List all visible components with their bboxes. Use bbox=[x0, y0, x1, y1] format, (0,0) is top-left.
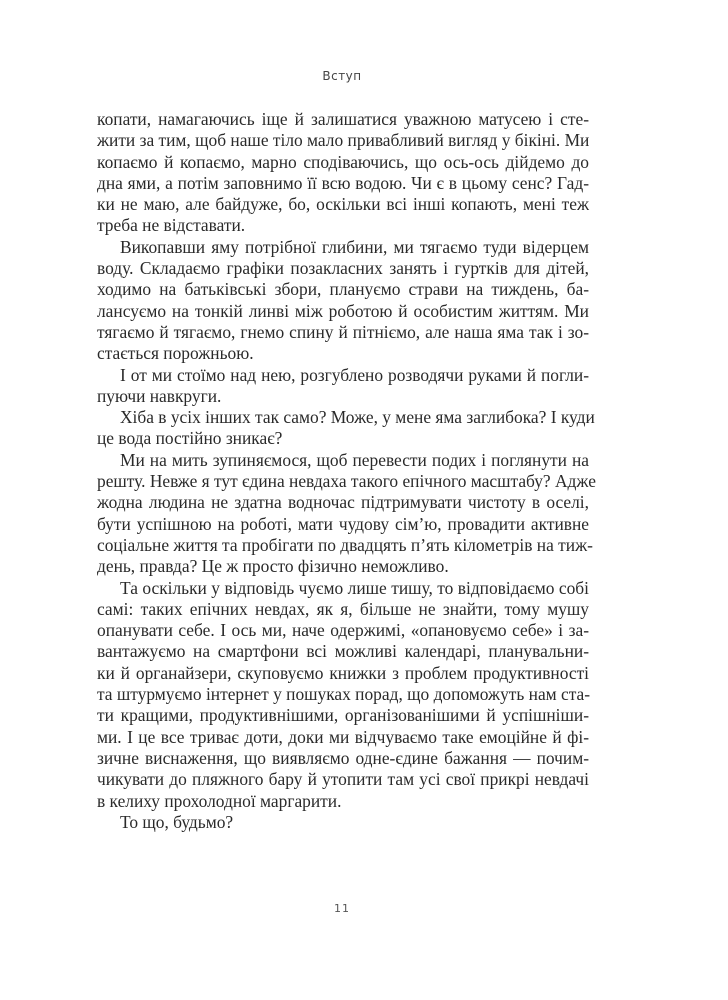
text-line: тягаємо й тягаємо, гнемо спину й пітніємо, але наша яма так і зо- bbox=[97, 321, 589, 342]
text-line: копати, намагаючись іще й залишатися уважною матусею і сте- bbox=[97, 109, 589, 129]
text-line: самі: таких епічних невдах, як я, більше не знайти, тому мушу bbox=[97, 598, 589, 619]
text-line: дна ями, а потім заповнимо її всю водою. Чи є в цьому сенс? Гад- bbox=[97, 172, 589, 193]
text-line: копаємо й копаємо, марно сподіваючись, що ось-ось дійдемо до bbox=[97, 151, 589, 172]
text-line: в келиху прохолодної маргарити. bbox=[97, 790, 342, 811]
text-line: бути успішною на роботі, мати чудову сім’ю, провадити активне bbox=[97, 513, 589, 534]
text-line: воду. Складаємо графіки позакласних занять і гуртків для дітей, bbox=[97, 258, 589, 279]
text-line: Та оскільки у відповідь чуємо лише тишу, то відповідаємо собі bbox=[120, 577, 589, 598]
text-line: лансуємо на тонкій линві між роботою й особистим життям. Ми bbox=[97, 300, 589, 321]
page-number: 11 bbox=[334, 902, 350, 915]
text-line: решту. Невже я тут єдина невдаха такого епічного масштабу? Адже bbox=[97, 471, 596, 492]
text-line: пуючи навкруги. bbox=[97, 385, 222, 406]
text-line: І от ми стоїмо над нею, розгублено розводячи руками й погли- bbox=[120, 364, 589, 385]
text-line: То що, будьмо? bbox=[120, 811, 234, 832]
text-line: ки не маю, але байдуже, бо, оскільки всі інші копають, мені теж bbox=[97, 194, 589, 215]
text-line: Викопавши яму потрібної глибини, ми тягаємо туди відерцем bbox=[120, 236, 589, 257]
text-line: це вода постійно зникає? bbox=[97, 428, 283, 449]
text-line: жити за тим, щоб наше тіло мало привабливий вигляд у бікіні. Ми bbox=[97, 130, 590, 151]
text-line: ми. І це все триває доти, доки ми відчуваємо таке емоційне й фі- bbox=[97, 726, 589, 747]
text-line: стається порожньою. bbox=[97, 343, 254, 364]
text-line: вантажуємо на смартфони всі можливі календарі, планувальни- bbox=[97, 641, 589, 662]
text-line: зичне виснаження, що виявляємо одне-єдине бажання — почим- bbox=[97, 747, 589, 768]
text-line: ки й органайзери, скуповуємо книжки з проблем продуктивності bbox=[97, 662, 589, 683]
text-line: ходимо на батьківські збори, плануємо страви на тиждень, ба- bbox=[97, 279, 589, 300]
text-line: треба не відставати. bbox=[97, 215, 246, 236]
text-line: Ми на мить зупиняємося, щоб перевести подих і поглянути на bbox=[120, 449, 589, 470]
text-line: жодна людина не здатна водночас підтримувати чистоту в оселі, bbox=[97, 492, 589, 513]
text-line: чикувати до пляжного бару й утопити там усі свої прикрі невдачі bbox=[97, 769, 589, 790]
text-line: опанувати себе. І ось ми, наче одержимі, «опановуємо себе» і за- bbox=[97, 620, 589, 641]
text-line: день, правда? Це ж просто фізично неможливо. bbox=[97, 556, 449, 577]
body-text bbox=[97, 109, 596, 833]
text-line: соціальне життя та пробігати по двадцять п’ять кілометрів на тиж- bbox=[97, 534, 593, 555]
text-line: Хіба в усіх інших так само? Може, у мене яма заглибока? І куди bbox=[120, 407, 595, 428]
running-head: Вступ bbox=[322, 69, 362, 83]
text-line: ти кращими, продуктивнішими, організованішими й успішніши- bbox=[97, 705, 589, 726]
text-line: та штурмуємо інтернет у пошуках порад, що допоможуть нам ста- bbox=[97, 684, 591, 705]
